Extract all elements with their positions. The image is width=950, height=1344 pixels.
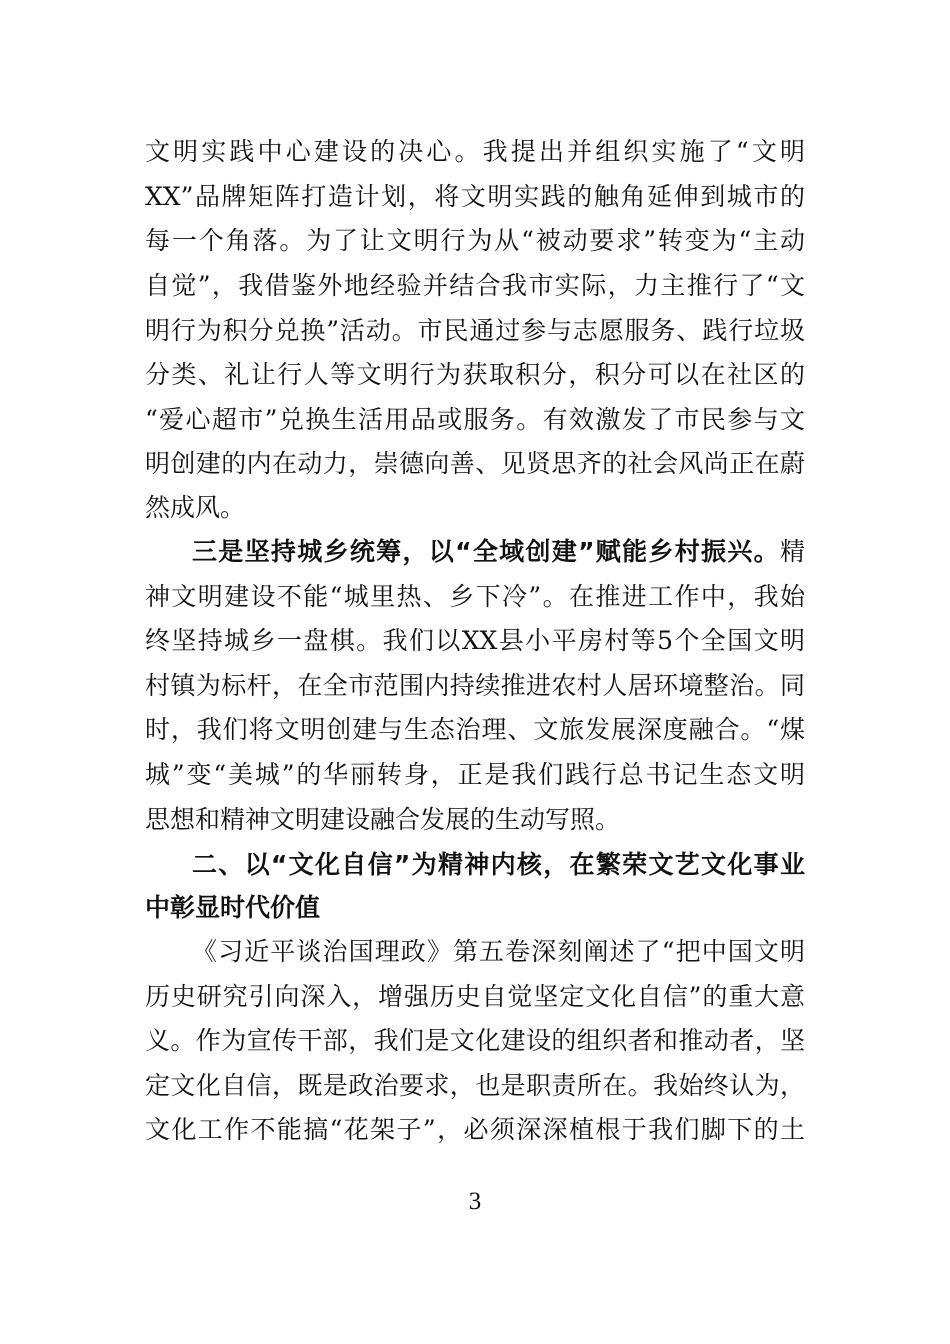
section-heading: 二、以“文化自信”为精神内核，在繁荣文艺文化事业 xyxy=(192,850,805,879)
text-line: 每一个角落。为了让文明行为从“被动要求”转变为“主动 xyxy=(145,226,805,255)
text-line: 《习近平谈治国理政》第五卷深刻阐述了“把中国文明 xyxy=(192,937,805,966)
text-line: 自觉”，我借鉴外地经验并结合我市实际，力主推行了“文 xyxy=(145,271,805,300)
text-line: 然成风。 xyxy=(145,493,246,522)
text-line: 神文明建设不能“城里热、乡下冷”。在推进工作中，我始 xyxy=(145,582,805,611)
text-line: 城”变“美城”的华丽转身，正是我们践行总书记生态文明 xyxy=(145,760,805,789)
text-line: 明创建的内在动力，崇德向善、见贤思齐的社会风尚正在蔚 xyxy=(145,449,805,478)
text-line: 时，我们将文明创建与生态治理、文旅发展深度融合。“煤 xyxy=(145,715,805,744)
text-line: 明行为积分兑换”活动。市民通过参与志愿服务、践行垃圾 xyxy=(145,316,805,345)
text-line: 分类、礼让行人等文明行为获取积分，积分可以在社区的 xyxy=(145,360,805,389)
text-line: 文明实践中心建设的决心。我提出并组织实施了“文明 xyxy=(145,137,805,166)
text-line: XX”品牌矩阵打造计划，将文明实践的触角延伸到城市的 xyxy=(145,182,805,211)
bold-subheading: 三是坚持城乡统筹，以“全域创建”赋能乡村振兴。 xyxy=(192,537,780,566)
text-line: 历史研究引向深入，增强历史自觉坚定文化自信”的重大意 xyxy=(145,982,805,1011)
text-line: “爱心超市”兑换生活用品或服务。有效激发了市民参与文 xyxy=(145,405,805,434)
text-line: 村镇为标杆，在全市范围内持续推进农村人居环境整治。同 xyxy=(145,671,805,700)
text-continuation: 精 xyxy=(779,537,805,566)
page-number: 3 xyxy=(468,1188,482,1215)
section-heading-cont: 中彰显时代价值 xyxy=(145,893,321,922)
text-line: 义。作为宣传干部，我们是文化建设的组织者和推动者，坚 xyxy=(145,1026,805,1055)
text-line: 文化工作不能搞“花架子”，必须深深植根于我们脚下的土 xyxy=(145,1115,805,1144)
text-line: 定文化自信，既是政治要求，也是职责所在。我始终认为， xyxy=(145,1071,805,1100)
text-line: 思想和精神文明建设融合发展的生动写照。 xyxy=(145,805,621,834)
subheading-line xyxy=(192,534,805,570)
text-line: 终坚持城乡一盘棋。我们以XX县小平房村等5个全国文明 xyxy=(145,626,805,655)
